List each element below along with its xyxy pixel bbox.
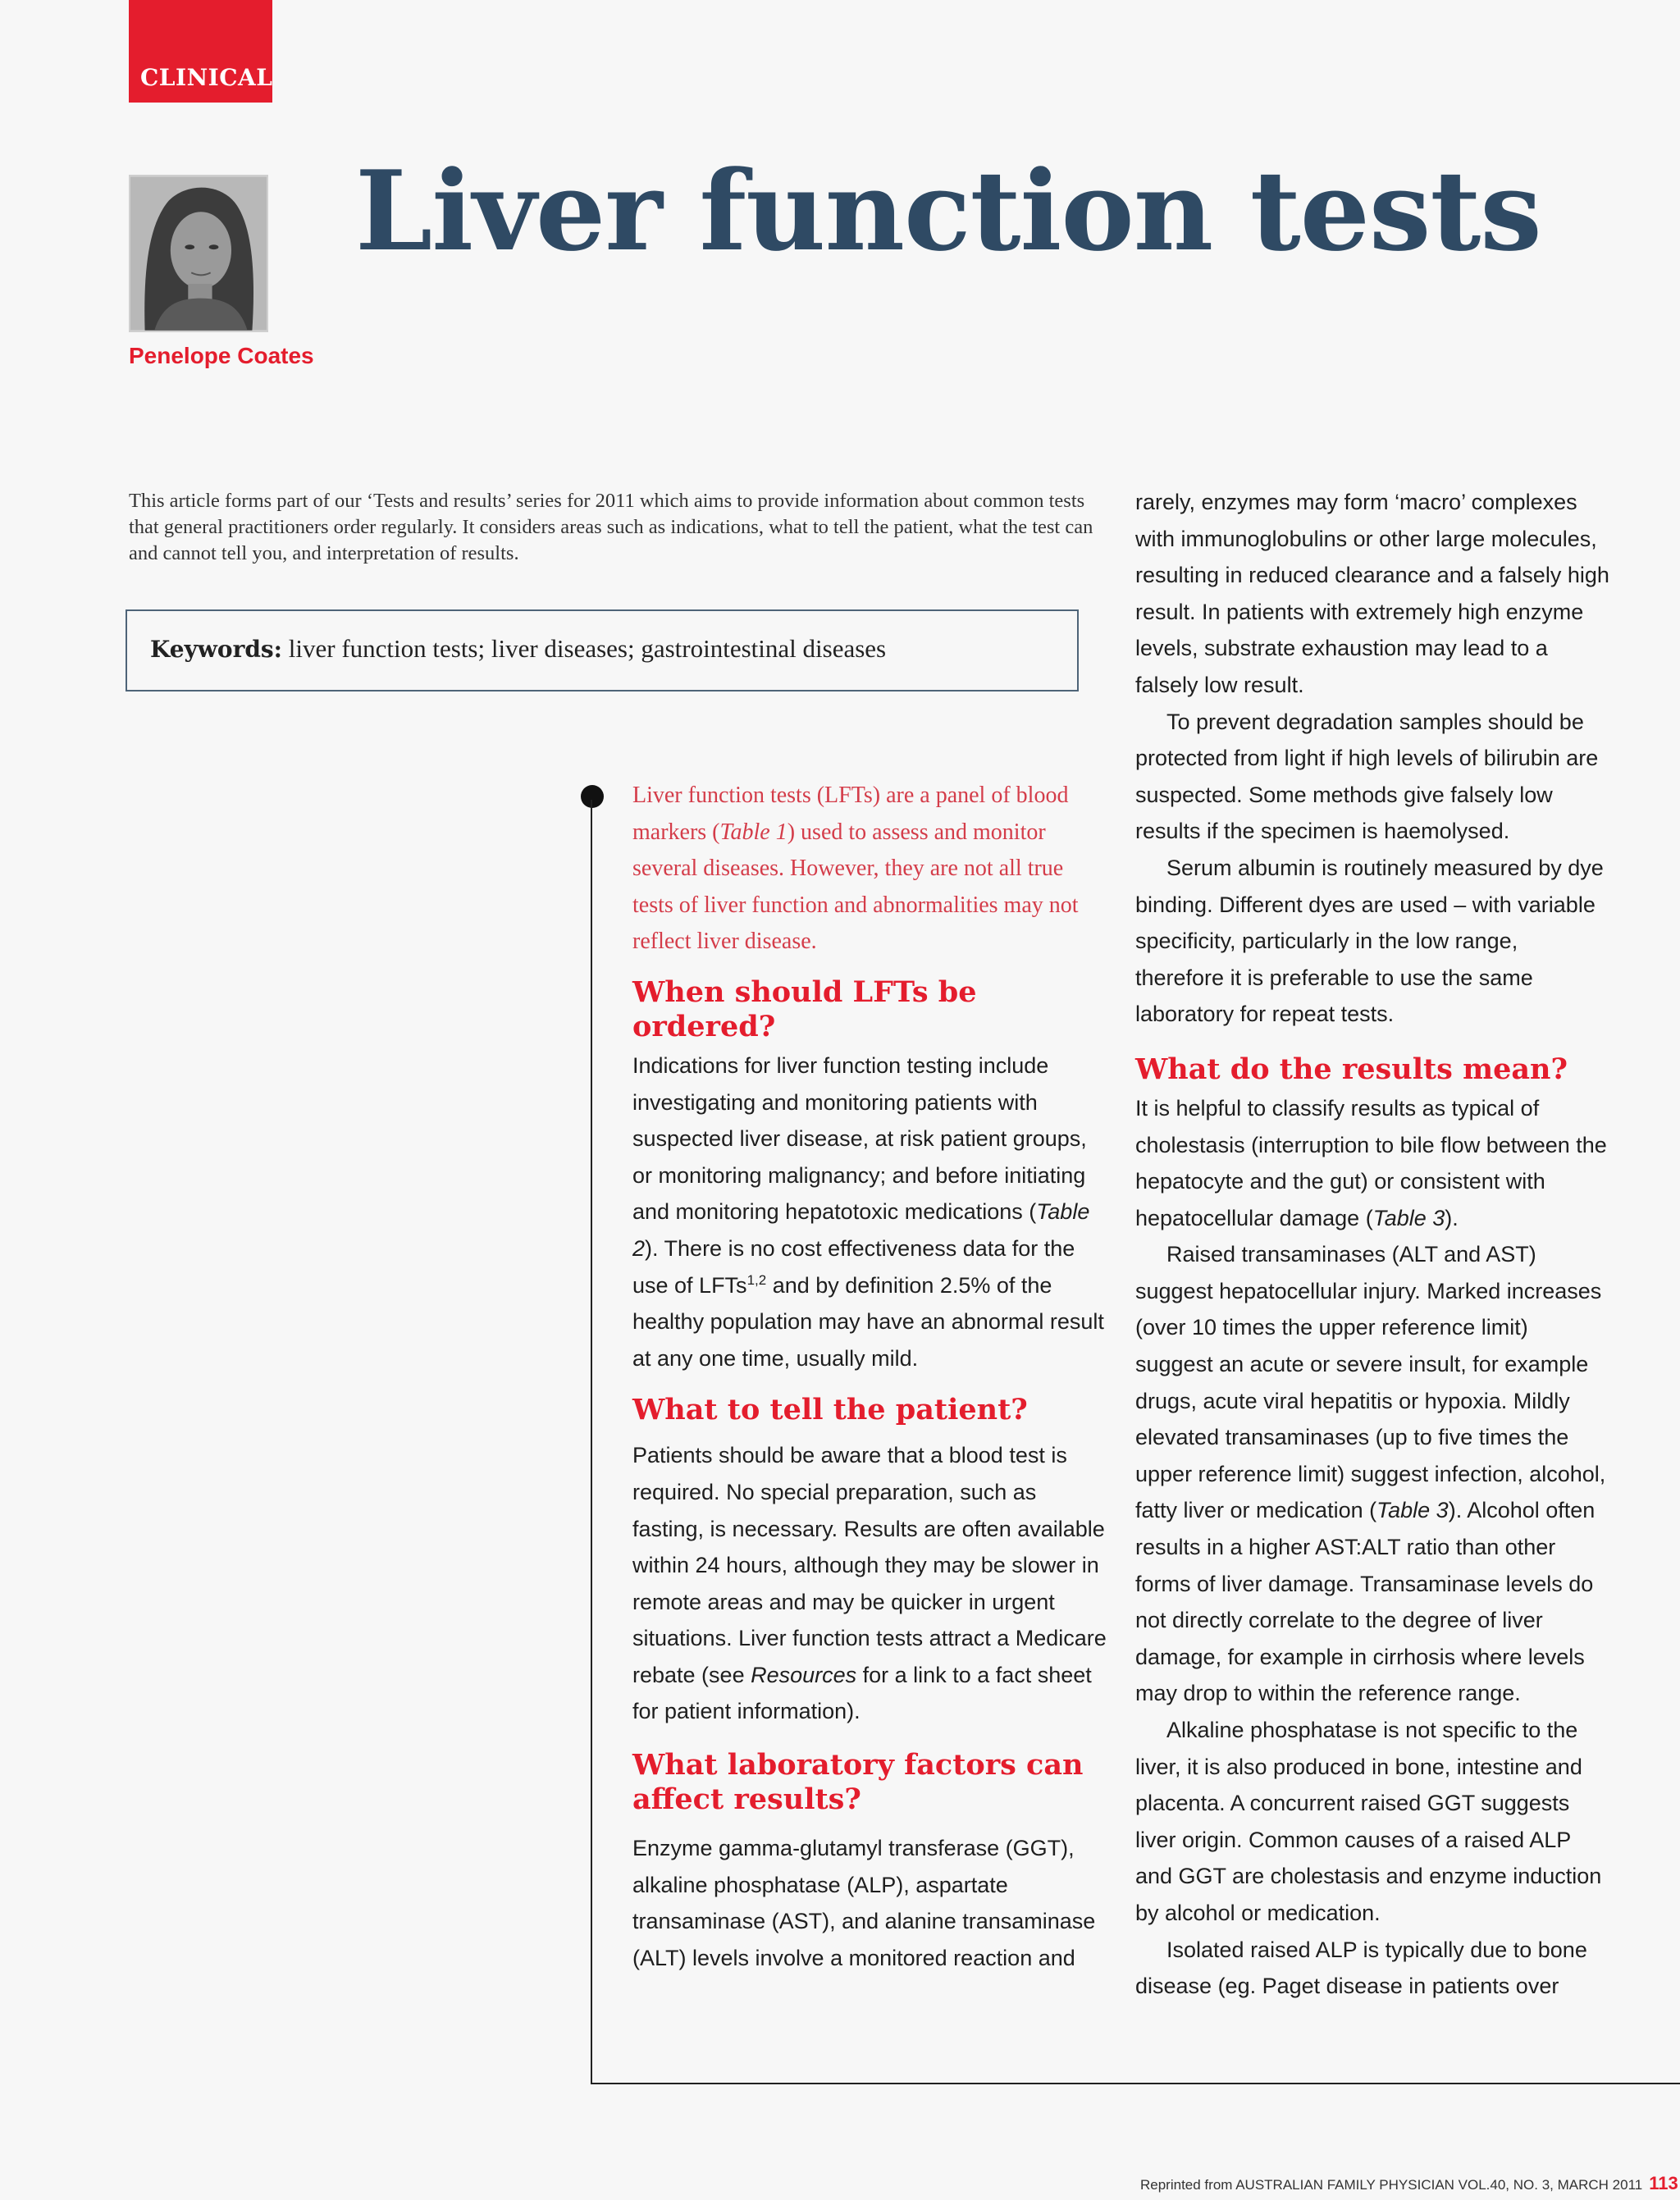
paragraph-lab-factors-continued: rarely, enzymes may form ‘macro’ complexes with immunoglobulins or other large molecules, resulting in reduced clearance and a falsely high result. In patients with extremely high enzyme levels, substrate exhaustion may lead to a falsely low result. (1135, 490, 1609, 697)
paragraph-transaminases: Raised transaminases (ALT and AST) suggest hepatocellular injury. Marked increases (over 10 times the upper reference limit) suggest an acute or severe insult, for example drugs, acute viral hepatitis or hypoxia. Mildly elevated transaminases (up to five times the upper reference limit) suggest infection, alcohol, fatty liver or medication (Table 3). Alcohol often results in a higher AST:ALT ratio than other forms of liver damage. Transaminase levels do not directly correlate to the degree of liver damage, for example in cirrhosis where levels may drop to within the reference range. (1135, 1242, 1606, 1706)
heading-results-mean: What do the results mean? (1135, 1052, 1568, 1086)
paragraph-classify: It is helpful to classify results as typical of cholestasis (interruption to bile flow between the hepatocyte and the gut) or consistent with hepatocellular damage (Table 3). (1135, 1095, 1607, 1230)
heading-when-ordered: When should LFTs be ordered? (632, 974, 977, 1043)
paragraph-bilirubin: To prevent degradation samples should be protected from light if high levels of bilirubin are suspected. Some methods give falsely low results if the specimen is haemolysed. (1135, 709, 1599, 844)
paragraph-when-ordered: Indications for liver function testing include investigating and monitoring patients with suspected liver disease, at risk patient groups, or monitoring malignancy; and before initiating and monitoring hepatotoxic medications (Table 2). There is no cost effectiveness data for the use of LFTs$^{1,2}$ and by definition 2.5% of the healthy population may have an abnormal result at any one time, usually mild. (632, 1052, 1104, 1371)
author-photo (129, 175, 268, 332)
section-label: CLINICAL (140, 64, 273, 91)
keywords-box (126, 609, 1079, 691)
keywords-text: liver function tests; liver diseases; gastrointestinal diseases (288, 634, 887, 663)
citation-superscript[interactable]: 1,2 (746, 1271, 767, 1288)
article-intro: This article forms part of our ‘Tests and results’ series for 2011 which aims to provide information about common tests that general practitioners order regularly. It considers areas such as indications, what to tell the patient, what the test can and cannot tell you, and interpretation of results. (129, 490, 1093, 564)
column-rule-vertical (591, 800, 592, 2084)
heading-tell-patient: What to tell the patient? (632, 1393, 1028, 1427)
paragraph-albumin: Serum albumin is routinely measured by dye binding. Different dyes are used – with variable specificity, particularly in the low range, therefore it is preferable to use the same laboratory for repeat tests. (1135, 855, 1604, 1027)
keywords-label: Keywords: (150, 636, 283, 663)
paragraph-isolated-alp: Isolated raised ALP is typically due to bone disease (eg. Paget disease in patients over (1135, 1937, 1587, 1999)
heading-lab-factors: What laboratory factors can affect results? (632, 1748, 1084, 1817)
resources-ref[interactable]: Resources (751, 1662, 857, 1687)
table-ref[interactable]: Table 3 (1372, 1205, 1445, 1230)
section-tab (129, 0, 272, 103)
footer-citation: Reprinted from AUSTRALIAN FAMILY PHYSICIAN VOL.40, NO. 3, MARCH 2011 (1140, 2177, 1643, 2193)
page-number: 113 (1649, 2173, 1678, 2193)
column-rule-horizontal (591, 2083, 1680, 2084)
paragraph-alkaline-phosphatase: Alkaline phosphatase is not specific to the liver, it is also produced in bone, intestine and placenta. A concurrent raised GGT suggests liver origin. Common causes of a raised ALP and GGT are cholestasis and enzyme induction by alcohol or medication. (1135, 1718, 1602, 1925)
column-rule-dot (581, 785, 604, 808)
column-left (632, 778, 1108, 1976)
table-ref[interactable]: Table 1 (719, 819, 788, 845)
table-ref[interactable]: Table 2 (632, 1199, 1090, 1261)
paragraph-lab-factors: Enzyme gamma-glutamyl transferase (GGT), alkaline phosphatase (ALP), aspartate transaminase (AST), and alanine transaminase (ALT) levels involve a monitored reaction and (632, 1836, 1096, 1970)
paragraph-tell-patient: Patients should be aware that a blood test is required. No special preparation, such as fasting, is necessary. Results are often available within 24 hours, although they may be slower in remote areas and may be quicker in urgent situations. Liver function tests attract a Medicare rebate (see Resources for a link to a fact sheet for patient information). (632, 1443, 1107, 1724)
table-ref[interactable]: Table 3 (1376, 1498, 1449, 1523)
article-title: Liver function tests (355, 146, 1541, 276)
column-right (1135, 484, 1611, 2005)
author-name: Penelope Coates (129, 343, 314, 368)
page-footer (1140, 2173, 1678, 2194)
lede-paragraph: Liver function tests (LFTs) are a panel of blood markers (Table 1) used to assess and monitor several diseases. However, they are not all true tests of liver function and abnormalities may not reflect liver disease. (632, 783, 1079, 955)
